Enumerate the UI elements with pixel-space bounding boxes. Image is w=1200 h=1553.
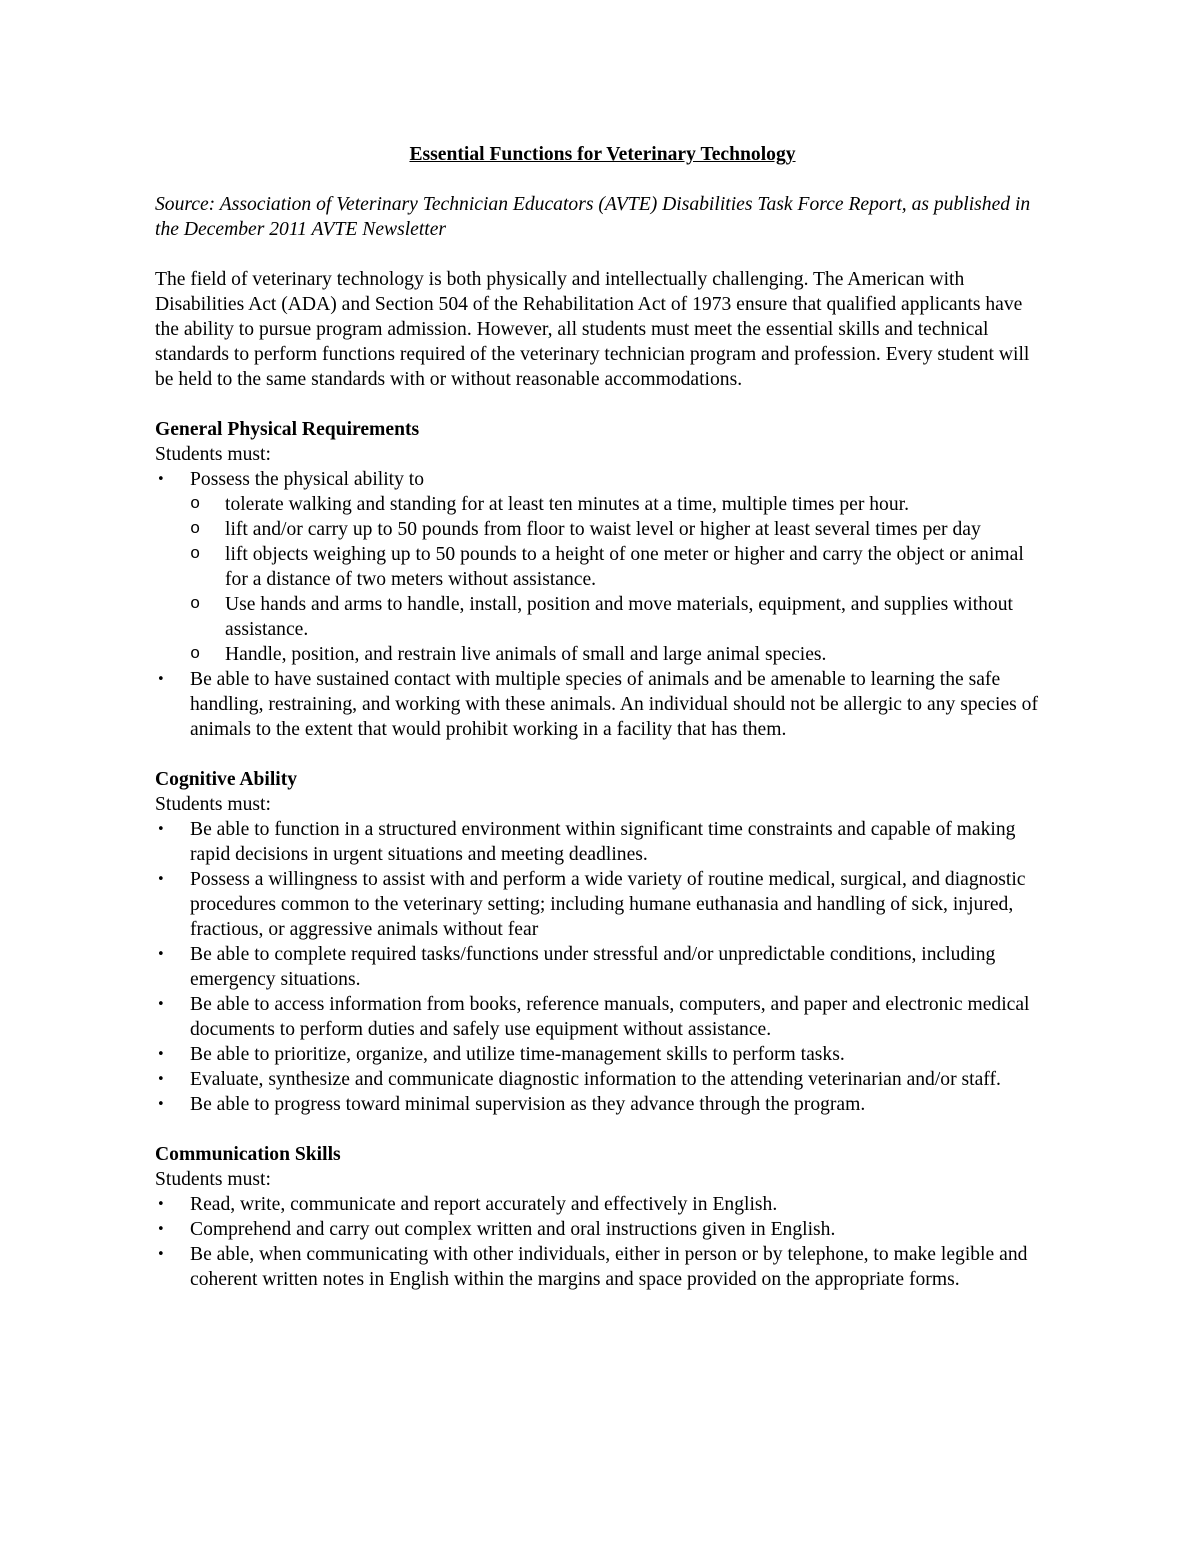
section-heading: General Physical Requirements — [155, 419, 420, 440]
list-item-text: Be able to progress toward minimal supervision as they advance through the program. — [190, 1094, 866, 1115]
bullet-icon: • — [157, 1097, 165, 1112]
sub-bullet-list — [155, 492, 1050, 667]
sub-bullet-icon: o — [190, 495, 201, 514]
list-item — [155, 1042, 1050, 1067]
list-item — [155, 867, 1050, 942]
sub-list-item-text: tolerate walking and standing for at least ten minutes at a time, multiple times per hour. — [225, 494, 909, 515]
bullet-icon: • — [157, 1047, 165, 1062]
source-citation: Source: Association of Veterinary Technician Educators (AVTE) Disabilities Task Force Report, as published in the December 2011 AVTE Newsletter — [155, 194, 1031, 240]
list-item — [155, 1217, 1050, 1242]
list-item — [155, 1092, 1050, 1117]
bullet-icon: • — [157, 1197, 165, 1212]
bullet-list — [155, 667, 1050, 742]
section-subheading: Students must: — [155, 794, 271, 815]
list-item — [155, 992, 1050, 1042]
section-subheading: Students must: — [155, 444, 271, 465]
list-item-text: Read, write, communicate and report accurately and effectively in English. — [190, 1194, 778, 1215]
list-item — [155, 467, 1050, 492]
list-item — [155, 1242, 1050, 1292]
bullet-list — [155, 1192, 1050, 1292]
bullet-icon: • — [157, 997, 165, 1012]
section-heading: Cognitive Ability — [155, 769, 298, 790]
section-communication-skills — [155, 1142, 1050, 1292]
list-item — [155, 817, 1050, 867]
list-item — [155, 942, 1050, 992]
intro-paragraph: The field of veterinary technology is both physically and intellectually challenging. The American with Disabilities Act (ADA) and Section 504 of the Rehabilitation Act of 1973 ensure that qualified applicants have the ability to pursue program admission. However, all students must meet the essential skills and technical standards to perform functions required of the veterinary technician program and profession. Every student will be held to the same standards with or without reasonable accommodations. — [155, 269, 1030, 390]
bullet-icon: • — [157, 872, 165, 887]
sub-list-item — [155, 492, 1050, 517]
bullet-list — [155, 817, 1050, 1117]
bullet-icon: • — [157, 822, 165, 837]
list-item-text: Possess the physical ability to — [190, 469, 425, 490]
section-subheading: Students must: — [155, 1169, 271, 1190]
sub-bullet-icon: o — [190, 545, 201, 564]
section-physical-requirements — [155, 417, 1050, 742]
section-cognitive-ability — [155, 767, 1050, 1117]
bullet-icon: • — [157, 947, 165, 962]
bullet-icon: • — [157, 1247, 165, 1262]
sub-list-item-text: Use hands and arms to handle, install, position and move materials, equipment, and supplies without assistance. — [225, 594, 1013, 640]
bullet-list — [155, 467, 1050, 492]
list-item-text: Be able to complete required tasks/functions under stressful and/or unpredictable conditions, including emergency situations. — [190, 944, 996, 990]
bullet-icon: • — [157, 1222, 165, 1237]
sub-list-item-text: lift and/or carry up to 50 pounds from floor to waist level or higher at least several times per day — [225, 519, 981, 540]
list-item — [155, 1067, 1050, 1092]
list-item-text: Comprehend and carry out complex written and oral instructions given in English. — [190, 1219, 836, 1240]
bullet-icon: • — [157, 472, 165, 487]
document-title: Essential Functions for Veterinary Technology — [409, 144, 796, 165]
section-heading: Communication Skills — [155, 1144, 341, 1165]
sub-bullet-icon: o — [190, 645, 201, 664]
list-item-text: Evaluate, synthesize and communicate diagnostic information to the attending veterinarian and/or staff. — [190, 1069, 1001, 1090]
sub-list-item — [155, 542, 1050, 592]
sub-bullet-icon: o — [190, 520, 201, 539]
sub-list-item-text: Handle, position, and restrain live animals of small and large animal species. — [225, 644, 827, 665]
list-item-text: Be able to prioritize, organize, and utilize time-management skills to perform tasks. — [190, 1044, 845, 1065]
sub-list-item — [155, 592, 1050, 642]
list-item — [155, 1192, 1050, 1217]
bullet-icon: • — [157, 1072, 165, 1087]
document-page — [155, 142, 1050, 1317]
sub-bullet-icon: o — [190, 595, 201, 614]
list-item-text: Be able to access information from books, reference manuals, computers, and paper and electronic medical documents to perform duties and safely use equipment without assistance. — [190, 994, 1030, 1040]
bullet-icon: • — [157, 672, 165, 687]
list-item — [155, 667, 1050, 742]
list-item-text: Be able to have sustained contact with multiple species of animals and be amenable to learning the safe handling, restraining, and working with these animals. An individual should not be allergic to any species of animals to the extent that would prohibit working in a facility that has them. — [190, 669, 1038, 740]
list-item-text: Be able, when communicating with other individuals, either in person or by telephone, to make legible and coherent written notes in English within the margins and space provided on the appropriate forms. — [190, 1244, 1028, 1290]
sub-list-item — [155, 642, 1050, 667]
sub-list-item-text: lift objects weighing up to 50 pounds to a height of one meter or higher and carry the object or animal for a distance of two meters without assistance. — [225, 544, 1024, 590]
list-item-text: Be able to function in a structured environment within significant time constraints and capable of making rapid decisions in urgent situations and meeting deadlines. — [190, 819, 1016, 865]
list-item-text: Possess a willingness to assist with and perform a wide variety of routine medical, surgical, and diagnostic procedures common to the veterinary setting; including humane euthanasia and handling of sick, injured, fractious, or aggressive animals without fear — [190, 869, 1026, 940]
sub-list-item — [155, 517, 1050, 542]
